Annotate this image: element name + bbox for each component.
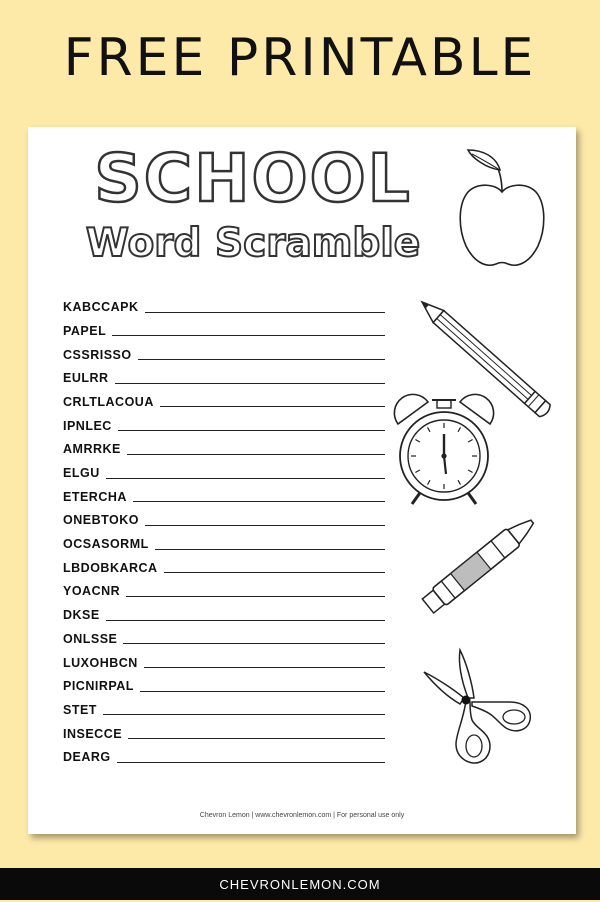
scrambled-word: OCSASORML	[63, 537, 149, 552]
worksheet-title: SCHOOL	[94, 140, 412, 217]
word-row	[63, 574, 385, 598]
scrambled-word: LUXOHBCN	[63, 655, 138, 670]
answer-line[interactable]	[160, 406, 385, 407]
scrambled-word: IPNLEC	[63, 418, 112, 433]
answer-line[interactable]	[164, 572, 385, 573]
scrambled-word: AMRRKE	[63, 442, 121, 457]
word-row	[63, 740, 385, 764]
word-row	[63, 527, 385, 551]
scrambled-word: LBDOBKARCA	[63, 560, 158, 575]
scrambled-word: ONEBTOKO	[63, 513, 139, 528]
word-row	[63, 314, 385, 338]
answer-line[interactable]	[103, 714, 385, 715]
worksheet-footer: Chevron Lemon | www.chevronlemon.com | For personal use only	[199, 812, 405, 819]
answer-line[interactable]	[133, 501, 385, 502]
scrambled-word: ETERCHA	[63, 489, 127, 504]
answer-line[interactable]	[106, 620, 385, 621]
answer-line[interactable]	[117, 762, 385, 763]
answer-line[interactable]	[106, 478, 385, 479]
answer-line[interactable]	[128, 738, 385, 739]
scrambled-word: PICNIRPAL	[63, 679, 134, 694]
scrambled-word: KABCCAPK	[63, 300, 139, 315]
word-row	[63, 361, 385, 385]
word-row	[63, 503, 385, 527]
word-row	[63, 408, 385, 432]
word-row	[63, 669, 385, 693]
scrambled-word: DKSE	[63, 608, 100, 623]
word-row	[63, 456, 385, 480]
word-row	[63, 432, 385, 456]
site-url[interactable]: CHEVRONLEMON.COM	[219, 877, 381, 892]
word-row	[63, 385, 385, 409]
scrambled-word: DEARG	[63, 750, 111, 765]
answer-line[interactable]	[126, 596, 385, 597]
scrambled-word: CRLTLACOUA	[63, 394, 154, 409]
word-row	[63, 645, 385, 669]
answer-line[interactable]	[155, 549, 385, 550]
scrambled-word: STET	[63, 702, 97, 717]
answer-line[interactable]	[115, 383, 385, 384]
scrambled-word: EULRR	[63, 371, 109, 386]
scrambled-word: INSECCE	[63, 726, 123, 741]
scrambled-word: PAPEL	[63, 323, 107, 338]
worksheet-subtitle: Word Scramble	[85, 221, 421, 266]
answer-line[interactable]	[140, 691, 385, 692]
word-row	[63, 551, 385, 575]
word-row	[63, 480, 385, 504]
scissors-icon	[420, 642, 536, 768]
answer-line[interactable]	[144, 667, 385, 668]
word-row	[63, 337, 385, 361]
answer-line[interactable]	[123, 643, 385, 644]
answer-line[interactable]	[145, 312, 385, 313]
crayon-icon	[418, 514, 542, 620]
banner-title: FREE PRINTABLE	[63, 28, 537, 88]
site-footer-bar	[0, 868, 600, 900]
scrambled-word: CSSRISSO	[63, 347, 132, 362]
scrambled-word: ELGU	[63, 466, 100, 480]
apple-icon	[456, 148, 548, 270]
word-row	[63, 290, 385, 314]
word-list	[63, 290, 385, 764]
answer-line[interactable]	[118, 430, 385, 431]
answer-line[interactable]	[112, 335, 385, 336]
alarm-clock-icon	[392, 390, 496, 510]
scrambled-word: ONLSSE	[63, 631, 118, 646]
word-row	[63, 693, 385, 717]
scrambled-word: YOACNR	[63, 584, 121, 599]
answer-line[interactable]	[127, 454, 385, 455]
answer-line[interactable]	[145, 525, 385, 526]
word-row	[63, 622, 385, 646]
word-row	[63, 716, 385, 740]
answer-line[interactable]	[138, 359, 385, 360]
word-row	[63, 598, 385, 622]
